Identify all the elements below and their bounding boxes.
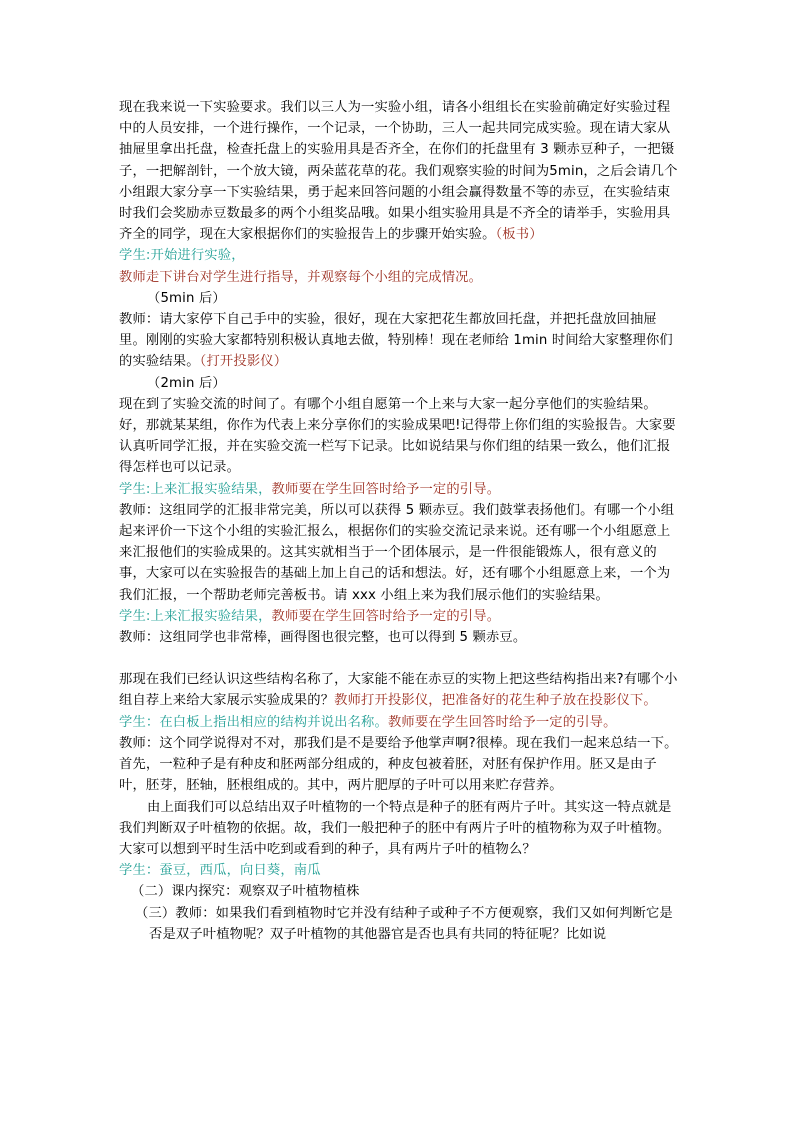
student-text: 学生:上来汇报实验结果， <box>119 608 272 624</box>
student-line: 学生:开始进行实验， <box>119 248 245 264</box>
teacher-guidance: 教师要在学生回答时给予一定的引导。 <box>387 714 617 730</box>
time-marker: （5min 后） <box>147 290 226 306</box>
teacher-note: 教师打开投影仪，把准备好的花生种子放在投影仪下。 <box>334 693 657 709</box>
student-line <box>119 606 679 627</box>
student-line <box>119 712 679 733</box>
teacher-guidance: 教师要在学生回答时给予一定的引导。 <box>271 608 501 624</box>
paragraph-next-section: （三）教师：如果我们看到植物时它并没有结种子或种子不方便观察，我们又如何判断它是否是双子叶植物呢？双子叶植物的其他器官是否也具有共同的特征呢？比如说 <box>135 905 673 942</box>
paragraph-exchange-time: 现在到了实验交流的时间了。有哪个小组自愿第一个上来与大家一起分享他们的实验结果。 <box>119 396 657 412</box>
paragraph-structure-question <box>119 669 679 711</box>
teacher-note: （打开投影仪） <box>199 354 288 370</box>
teacher-guidance: 教师要在学生回答时给予一定的引导。 <box>271 481 501 497</box>
document-page <box>119 97 679 945</box>
paragraph-teacher-stop <box>119 309 679 373</box>
time-marker: （2min 后） <box>147 375 226 391</box>
blank-line <box>119 648 679 669</box>
section-heading: （二）课内探究：观察双子叶植物植株 <box>131 884 360 900</box>
paragraph-text: 教师：请大家停下自己手中的实验，很好，现在大家把花生都放回托盘，并把托盘放回抽屉里。刚刚的实验大家都特别积极认真地去做，特别棒！现在老师给 1min 时间给大家整理你们的实验结果。 <box>119 312 673 370</box>
student-text: 学生：在白板上指出相应的结构并说出名称。 <box>119 714 388 730</box>
paragraph-teacher-praise: 教师：这组同学也非常棒，画得图也很完整，也可以得到 5 颗赤豆。 <box>119 630 527 646</box>
teacher-note: （板书） <box>495 227 543 243</box>
paragraph-summary: 教师：这个同学说得对不对，那我们是不是要给予他掌声啊?很棒。现在我们一起来总结一下。首先，一粒种子是有种皮和胚两部分组成的，种皮包被着胚，对胚有保护作用。胚又是由子叶，胚芽，胚轴，胚根组成的。其中，两片肥厚的子叶可以用来贮存营养。 <box>119 735 678 794</box>
paragraph-experiment-requirements <box>119 97 679 245</box>
student-text: 学生:上来汇报实验结果， <box>119 481 272 497</box>
paragraph-text: 现在我来说一下实验要求。我们以三人为一实验小组，请各小组组长在实验前确定好实验过程中的人员安排，一个进行操作，一个记录，一个协助，三人一起共同完成实验。现在请大家从抽屉里拿出托盘，检查托盘上的实验用具是否齐全，在你们的托盘里有 3 颗赤豆种子，一把镊子，一把解剖针，一个放大镜，两朵蓝花草的花。我们观察实验的时间为5min，之后会请几个小组跟大家分享一下实验结果，勇于起来回答问题的小组会赢得数量不等的赤豆，在实验结束时我们会奖励赤豆数最多的两个小组奖品哦。如果小组实验用具是不齐全的请举手，实验用具齐全的同学，现在大家根据你们的实验报告上的步骤开始实验。 <box>119 100 678 243</box>
student-line: 学生：蚕豆，西瓜，向日葵，南瓜 <box>119 863 321 879</box>
paragraph-group-share: 好，那就某某组，你作为代表上来分享你们的实验成果吧!记得带上你们组的实验报告。大家要认真听同学汇报，并在实验交流一栏写下记录。比如说结果与你们组的结果一致么，他们汇报得怎样也可以记录。 <box>119 418 676 476</box>
paragraph-text: 那现在我们已经认识这些结构名称了，大家能不能在赤豆的实物上把这些结构指出来?有哪个小组自荐上来给大家展示实验成果的？ <box>119 672 678 709</box>
teacher-action-line: 教师走下讲台对学生进行指导，并观察每个小组的完成情况。 <box>119 269 483 285</box>
paragraph-teacher-evaluation: 教师：这组同学的汇报非常完美，所以可以获得 5 颗赤豆。我们鼓掌表扬他们。有哪一个小组起来评价一下这个小组的实验汇报么，根据你们的实验交流记录来说。还有哪一个小组愿意上来汇报他们的实验成果的。这其实就相当于一个团体展示，是一件很能锻炼人，很有意义的事，大家可以在实验报告的基础上加上自己的话和想法。好，还有哪个小组愿意上来，一个为我们汇报，一个帮助老师完善板书。请 xxx 小组上来为我们展示他们的实验结果。 <box>119 502 675 603</box>
paragraph-dicot-feature: 由上面我们可以总结出双子叶植物的一个特点是种子的胚有两片子叶。其实这一特点就是我们判断双子叶植物的依据。故，我们一般把种子的胚中有两片子叶的植物称为双子叶植物。大家可以想到平时生活中吃到或看到的种子，具有两片子叶的植物么？ <box>119 799 672 857</box>
student-line <box>119 479 679 500</box>
